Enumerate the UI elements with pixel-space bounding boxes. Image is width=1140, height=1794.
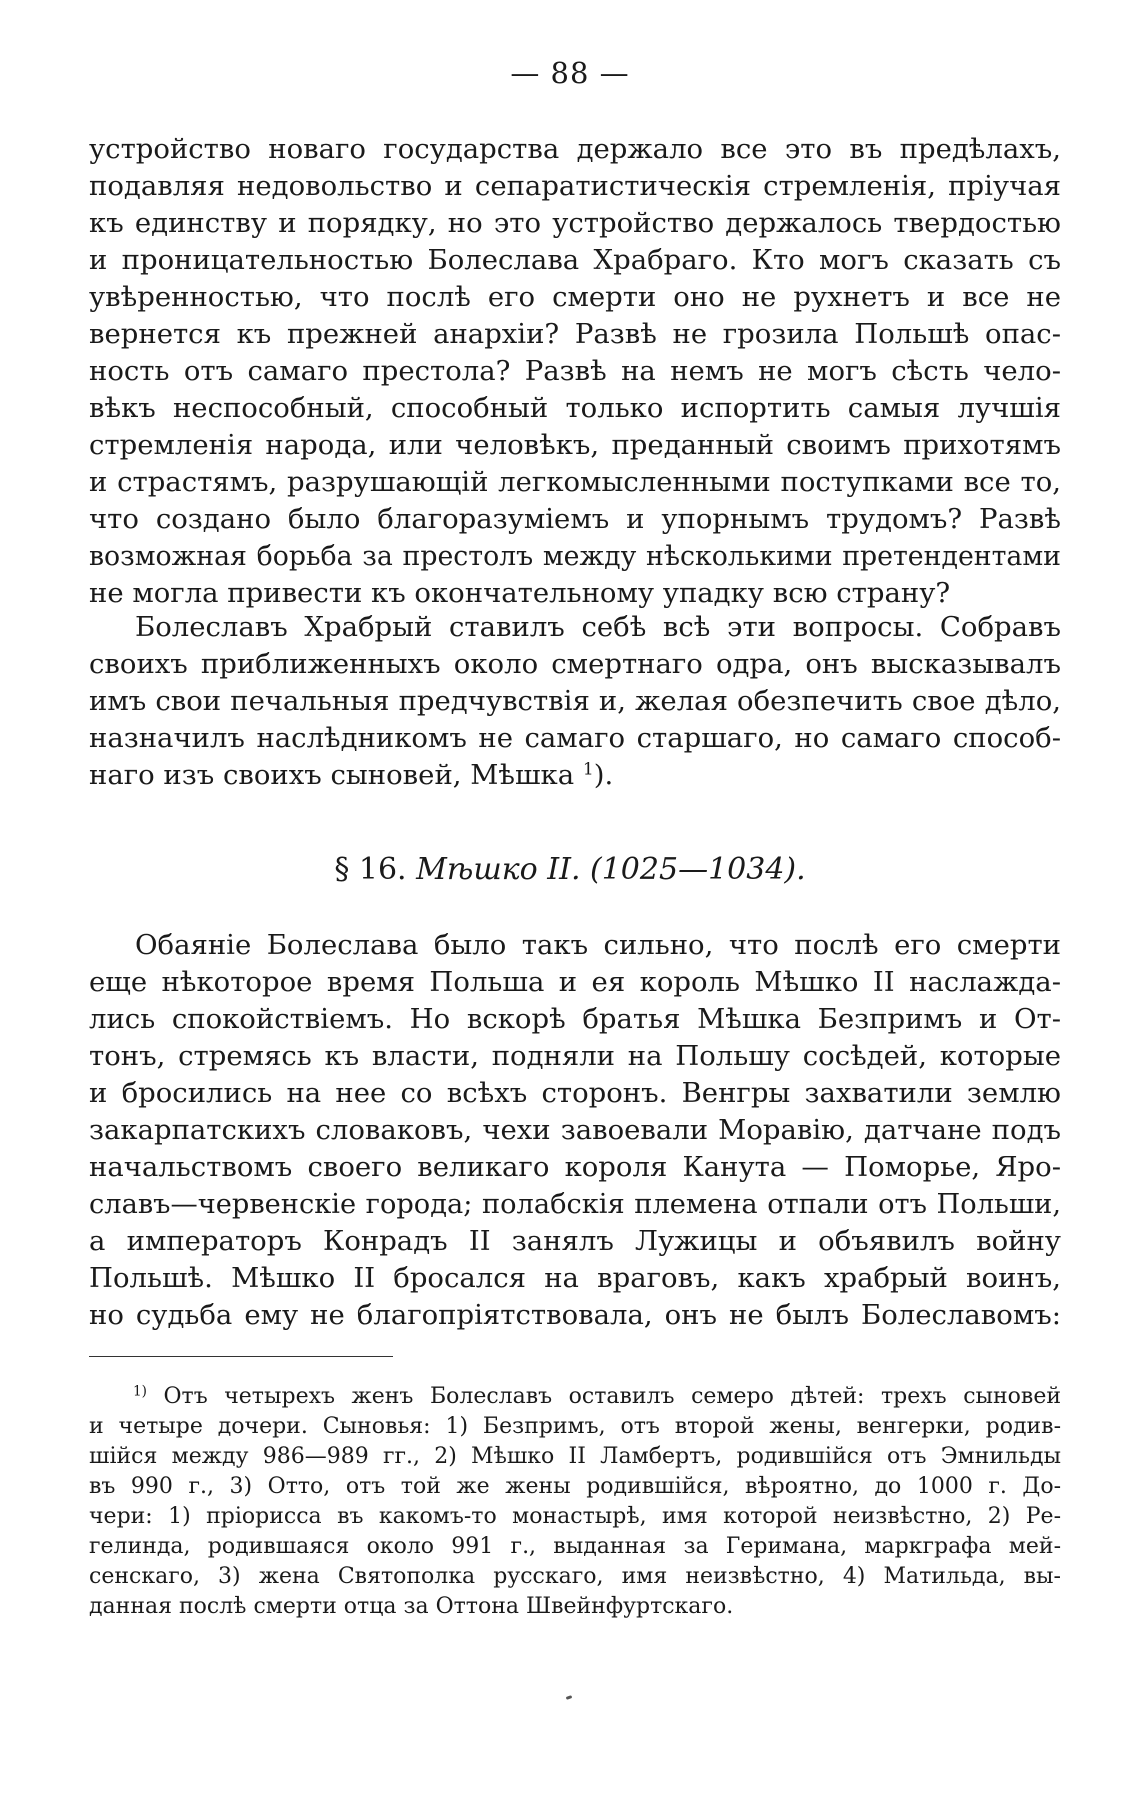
text-line: вѣкъ неспособный, способный только испортить самыя лучшія — [89, 392, 1061, 424]
text-line-final — [89, 757, 1061, 794]
text-line: возможная борьба за престолъ между нѣсколькими претендентами — [89, 541, 1061, 572]
ink-speck — [566, 1695, 573, 1700]
text-line: къ единству и порядку, но это устройство держалось твердостью — [89, 207, 1061, 239]
footnote-line: чери: 1) пріорисса въ какомъ-то монастырѣ, имя которой неизвѣстно, 2) Ре- — [89, 1504, 1061, 1529]
text-line: подавляя недовольство и сепаратистическія стремленія, пріучая — [89, 170, 1061, 202]
text-fragment: ). — [593, 759, 614, 791]
text-line: еще нѣкоторое время Польша и ея король Мѣшко II наслаждa- — [89, 966, 1061, 998]
text-line: но судьба ему не благопріятствовала, онъ не былъ Болеславомъ: — [89, 1299, 1061, 1331]
text-line: своихъ приближенныхъ около смертнаго одра, онъ высказывалъ — [89, 648, 1061, 680]
text-line: славъ—червенскіе города; полабскія племена отпали отъ Польши, — [89, 1189, 1061, 1220]
footnote — [89, 1382, 1061, 1622]
text-line: лись спокойствіемъ. Но вскорѣ братья Мѣшка Безпримъ и От- — [89, 1003, 1061, 1035]
text-line: и страстямъ, разрушающій легкомысленными поступками все то, — [89, 466, 1061, 498]
text-line: не могла привести къ окончательному упадку всю страну? — [89, 577, 951, 609]
page-number: — 88 — — [510, 56, 630, 90]
footnote-line: и четыре дочери. Сыновья: 1) Безпримъ, отъ второй жены, венгерки, родив- — [89, 1414, 1061, 1439]
paragraph-2 — [89, 609, 1061, 794]
text-line: устройство новаго государства держало все это въ предѣлахъ, — [89, 133, 1061, 165]
footnote-line — [89, 1382, 1061, 1412]
footnote-line: въ 990 г., 3) Отто, отъ той же жены родившійся, вѣроятно, до 1000 г. До- — [89, 1474, 1061, 1499]
text-line: что создано было благоразуміемъ и упорнымъ трудомъ? Развѣ — [89, 503, 1061, 535]
text-line: а императоръ Конрадъ II занялъ Лужицы и объявилъ войну — [89, 1225, 1061, 1257]
footnote-number: 1) — [133, 1383, 147, 1400]
text-line: ность отъ самаго престола? Развѣ на немъ не могъ сѣсть чело- — [89, 355, 1061, 387]
text-line: и проницательностью Болеслава Храбраго. Кто могъ сказать съ — [89, 244, 1061, 276]
text-line: увѣренностью, что послѣ его смерти оно не рухнетъ и все не — [89, 281, 1061, 313]
footnote-line: шійся между 986—989 гг., 2) Мѣшко II Ламбертъ, родившійся отъ Эмнильды — [89, 1444, 1061, 1469]
footnote-text: Отъ четырехъ женъ Болеславъ оставилъ семеро дѣтей: трехъ сыновей — [163, 1384, 1061, 1409]
section-title: Мѣшко II. (1025—1034). — [416, 852, 806, 887]
paragraph-3 — [89, 927, 1061, 1334]
text-line: вернется къ прежней анархіи? Развѣ не грозила Польшѣ опас- — [89, 318, 1061, 350]
paragraph-1 — [89, 131, 1061, 612]
footnote-line: сенскаго, 3) жена Святополка русскаго, имя неизвѣстно, 4) Матильда, вы- — [89, 1564, 1061, 1589]
text-line: закарпатскихъ словаковъ, чехи завоевали Моравію, датчане подъ — [89, 1114, 1061, 1146]
text-line: начальствомъ своего великаго короля Канута — Поморье, Яро- — [89, 1151, 1061, 1183]
text-line: Обаяніе Болеслава было такъ сильно, что послѣ его смерти — [135, 929, 1061, 961]
footnote-divider — [89, 1356, 393, 1357]
text-line: имъ свои печальныя предчувствія и, желая обезпечить свое дѣло, — [89, 685, 1061, 717]
section-number: § 16. — [334, 852, 407, 887]
footnote-line: данная послѣ смерти отца за Оттона Швейнфуртскаго. — [89, 1594, 734, 1619]
text-line: Польшѣ. Мѣшко II бросался на враговъ, какъ храбрый воинъ, — [89, 1262, 1061, 1294]
text-line: и бросились на нее со всѣхъ сторонъ. Венгры захватили землю — [89, 1077, 1061, 1109]
section-heading — [0, 852, 1140, 887]
footnote-line: гелинда, родившаяся около 991 г., выданная за Геримана, маркграфа мей- — [89, 1534, 1061, 1559]
text-line: стремленія народа, или человѣкъ, преданный своимъ прихотямъ — [89, 429, 1061, 461]
text-line: Болеславъ Храбрый ставилъ себѣ всѣ эти вопросы. Собравъ — [135, 611, 1061, 643]
text-fragment: наго изъ своихъ сыновей, Мѣшка — [89, 759, 575, 791]
text-line: назначилъ наслѣдникомъ не самаго старшаго, но самаго способ- — [89, 722, 1061, 754]
text-line: тонъ, стремясь къ власти, подняли на Польшу сосѣдей, которые — [89, 1040, 1061, 1072]
footnote-reference: 1 — [582, 759, 594, 780]
